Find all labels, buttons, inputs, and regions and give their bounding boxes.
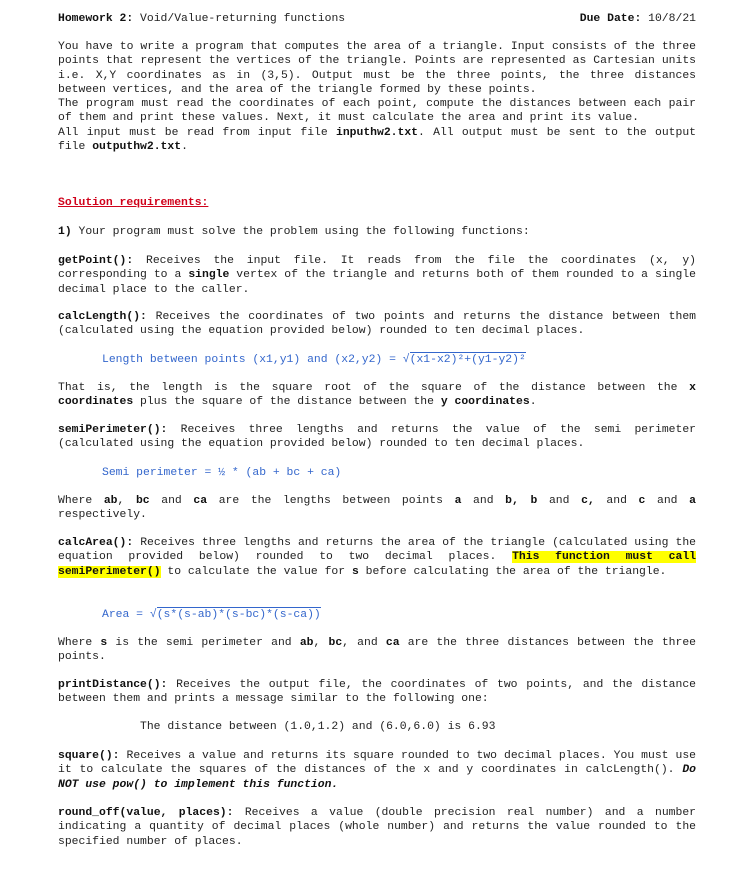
square-name: square():	[58, 750, 120, 762]
square-note: Do NOT use pow() to implement this function.	[58, 764, 696, 791]
printdistance-name: printDistance():	[58, 679, 168, 691]
due-date-value: 10/8/21	[648, 13, 696, 25]
calcarea-highlight: This function must call semiPerimeter()	[58, 551, 697, 578]
calclength-explanation: That is, the length is the square root of the square of the distance between the x coordinates plus the square of the distance between the y coordinates.	[58, 382, 696, 409]
header-title	[58, 12, 345, 26]
semiperimeter-description: semiPerimeter(): Receives three lengths and returns the value of the semi perimeter (calculated using the equation provided below) rounded to ten decimal places.	[58, 424, 696, 451]
calcarea-description: calcArea(): Receives three lengths and returns the area of the triangle (calculated using the equation provided below) rounded to two decimal places. This function must call semiPerimeter() to calculate the value for s before calculating the area of the triangle.	[58, 537, 697, 578]
length-formula: Length between points (x1,y1) and (x2,y2) = √(x1-x2)²+(y1-y2)²	[102, 354, 526, 366]
calclength-name: calcLength():	[58, 311, 147, 323]
input-filename: inputhw2.txt	[335, 126, 419, 139]
sample-output: The distance between (1.0,1.2) and (6.0,6.0) is 6.93	[140, 721, 496, 733]
calcarea-name: calcArea():	[58, 537, 134, 549]
intro	[58, 40, 696, 154]
header	[58, 12, 696, 26]
printdistance-description: printDistance(): Receives the output file, the coordinates of two points, and the distance between them and prints a message similar to the following one:	[58, 679, 696, 706]
output-filename: outputhw2.txt	[92, 141, 182, 154]
semiperimeter-name: semiPerimeter():	[58, 424, 168, 436]
area-formula: Area = √(s*(s-ab)*(s-bc)*(s-ca))	[102, 609, 321, 621]
solution-intro: 1) Your program must solve the problem using the following functions:	[58, 226, 530, 238]
calclength-description: calcLength(): Receives the coordinates of two points and returns the distance between them (calculated using the equation provided below) rounded to ten decimal places.	[58, 311, 696, 338]
roundoff-description: round_off(value, places): Receives a value (double precision real number) and a number indicating a quantity of decimal places (whole number) and returns the value rounded to the specified number of places.	[58, 807, 697, 848]
getpoint-name: getPoint():	[58, 255, 134, 267]
intro-paragraph-2: The program must read the coordinates of each point, compute the distances between each pair of them and print these values. Next, it must calculate the area and print its value.	[58, 98, 696, 125]
intro-paragraph-1: You have to write a program that computes the area of a triangle. Input consists of the three points that represent the vertices of the triangle. Points are represented as Cartesian units i.e. X,Y coordinates as in (3,5). Output must be the three points, the three distances between vertices, and the area of the triangle formed by these points.	[58, 41, 696, 96]
intro-paragraph-3: All input must be read from input file inputhw2.txt. All output must be sent to the output file outputhw2.txt.	[58, 126, 696, 154]
hw-title: Void/Value-returning functions	[140, 13, 346, 25]
square-description: square(): Receives a value and returns its square rounded to two decimal places. You must use it to calculate the squares of the distances of the x and y coordinates in calcLength(). Do NOT use pow() to implement this function.	[58, 750, 696, 791]
due-date	[580, 12, 696, 26]
semiperimeter-formula: Semi perimeter = ½ * (ab + bc + ca)	[102, 467, 342, 479]
hw-label: Homework 2:	[58, 13, 134, 25]
due-label: Due Date:	[579, 13, 642, 25]
solution-heading: Solution requirements:	[58, 197, 209, 209]
semiperimeter-where: Where ab, bc and ca are the lengths between points a and b, b and c, and c and a respectively.	[58, 495, 696, 522]
roundoff-name: round_off(value, places):	[58, 807, 234, 819]
calcarea-where: Where s is the semi perimeter and ab, bc, and ca are the three distances between the three points.	[58, 637, 697, 664]
getpoint-description: getPoint(): Receives the input file. It reads from the file the coordinates (x, y) corresponding to a single vertex of the triangle and returns both of them rounded to a single decimal place to the caller.	[58, 255, 696, 296]
